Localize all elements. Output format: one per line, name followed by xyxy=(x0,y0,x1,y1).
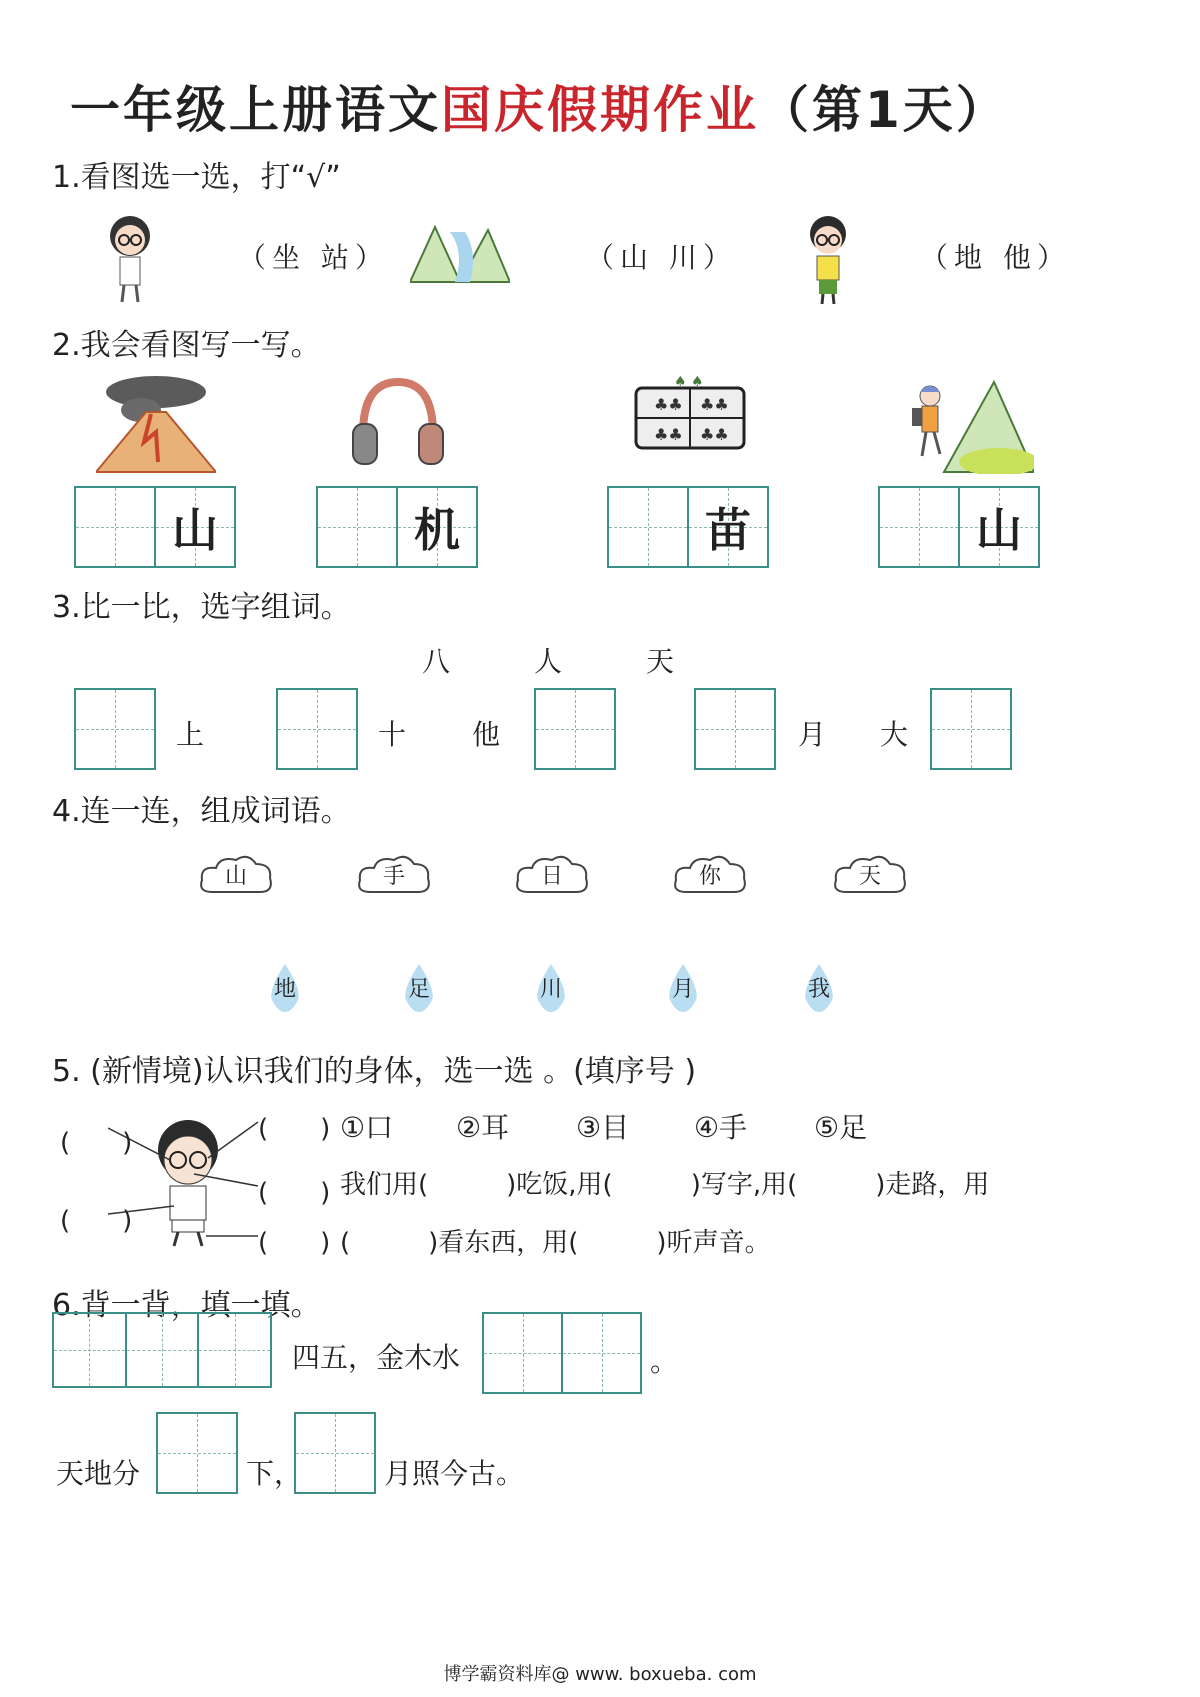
title-black: 一年级上册语文 xyxy=(70,81,441,139)
drop-3[interactable]: 川 xyxy=(534,962,568,1012)
q2-grid-1[interactable] xyxy=(74,486,236,568)
q3-choices: 八 人 天 xyxy=(422,645,675,678)
cloud-1[interactable]: 山 xyxy=(198,852,274,896)
drop-5[interactable]: 我 xyxy=(802,962,836,1012)
q6-grid-1[interactable] xyxy=(52,1312,272,1388)
q2-heading: 2.我会看图写一写。 xyxy=(52,328,321,363)
q5-line-1: 我们用( )吃饭,用( )写字,用( )走路，用 xyxy=(340,1170,990,1200)
q3-word-5: 大 xyxy=(880,718,909,751)
q3-word-1: 上 xyxy=(176,718,205,751)
q6-line2-mid: 下， xyxy=(246,1457,303,1490)
q5-blank-right-1[interactable]: ( ) xyxy=(258,1114,331,1144)
q3-box-3[interactable] xyxy=(534,688,616,770)
boy-icon xyxy=(798,210,858,306)
title-red: 国庆假期作业 xyxy=(441,81,759,139)
q3-box-5[interactable] xyxy=(930,688,1012,770)
q5-option-1: ①口 xyxy=(340,1111,394,1144)
mountain-river-icon xyxy=(410,222,510,284)
svg-text:♣♣: ♣♣ xyxy=(700,425,729,444)
cloud-3[interactable]: 日 xyxy=(514,852,590,896)
volcano-icon xyxy=(96,372,216,474)
q2-char-2: 机 xyxy=(414,503,460,557)
title-day: （第1天） xyxy=(759,81,1009,139)
q5-option-2: ②耳 xyxy=(456,1111,510,1144)
q2-grid-2[interactable] xyxy=(316,486,478,568)
q1-heading: 1.看图选一选，打“√” xyxy=(52,160,341,195)
q6-line1-end: 。 xyxy=(650,1345,679,1378)
cloud-4[interactable]: 你 xyxy=(672,852,748,896)
q4-heading: 4.连一连，组成词语。 xyxy=(52,794,351,829)
q5-line-2: ( )看东西，用( )听声音。 xyxy=(340,1228,771,1258)
seedling-tray-icon xyxy=(634,372,746,450)
page-title xyxy=(70,70,1009,142)
q5-option-4: ④手 xyxy=(694,1111,748,1144)
q2-char-3: 苗 xyxy=(705,503,751,557)
q5-blank-right-3[interactable]: ( ) xyxy=(258,1228,331,1258)
hiker-icon xyxy=(884,372,1034,474)
q5-blank-left-1[interactable]: ( ) xyxy=(60,1128,133,1158)
q3-box-1[interactable] xyxy=(74,688,156,770)
svg-text:♣♣: ♣♣ xyxy=(700,395,729,414)
q1-options-3[interactable]: （地 他） xyxy=(920,241,1071,274)
headphones-icon xyxy=(348,374,448,472)
svg-text:♣♣: ♣♣ xyxy=(654,395,683,414)
footer-watermark: 博学霸资料库@ www. boxueba. com xyxy=(443,1664,757,1685)
q3-box-4[interactable] xyxy=(694,688,776,770)
q1-options-1[interactable]: （坐 站） xyxy=(238,241,389,274)
q2-grid-3[interactable] xyxy=(607,486,769,568)
svg-text:♠ ♠: ♠ ♠ xyxy=(674,374,704,390)
drop-4[interactable]: 月 xyxy=(666,962,700,1012)
cloud-2[interactable]: 手 xyxy=(356,852,432,896)
q5-blank-right-2[interactable]: ( ) xyxy=(258,1178,331,1208)
girl-icon xyxy=(100,212,160,304)
q6-grid-2[interactable] xyxy=(482,1312,642,1394)
q6-grid-4[interactable] xyxy=(294,1412,376,1494)
drop-1[interactable]: 地 xyxy=(268,962,302,1012)
q5-blank-left-2[interactable]: ( ) xyxy=(60,1206,133,1236)
q3-word-4: 月 xyxy=(798,718,827,751)
q5-option-5: ⑤足 xyxy=(814,1111,868,1144)
q2-grid-4[interactable] xyxy=(878,486,1040,568)
cloud-5[interactable]: 天 xyxy=(832,852,908,896)
q5-option-3: ③目 xyxy=(576,1111,630,1144)
drop-2[interactable]: 足 xyxy=(402,962,436,1012)
q6-line2-end: 月照今古。 xyxy=(384,1457,525,1490)
q3-box-2[interactable] xyxy=(276,688,358,770)
q6-grid-3[interactable] xyxy=(156,1412,238,1494)
q2-char-4: 山 xyxy=(976,503,1022,557)
q1-options-2[interactable]: （山 川） xyxy=(586,241,737,274)
q6-line1-text: 四五，金木水 xyxy=(292,1341,461,1374)
q3-word-3: 他 xyxy=(472,718,501,751)
q2-char-1: 山 xyxy=(172,503,218,557)
q6-heading: 6.背一背，填一填。 xyxy=(52,1288,321,1323)
q3-word-2: 十 xyxy=(378,718,407,751)
q6-line2-start: 天地分 xyxy=(56,1457,141,1490)
q3-heading: 3.比一比，选字组词。 xyxy=(52,590,351,625)
q5-heading: 5. (新情境)认识我们的身体，选一选 。(填序号 ) xyxy=(52,1054,697,1089)
svg-text:♣♣: ♣♣ xyxy=(654,425,683,444)
